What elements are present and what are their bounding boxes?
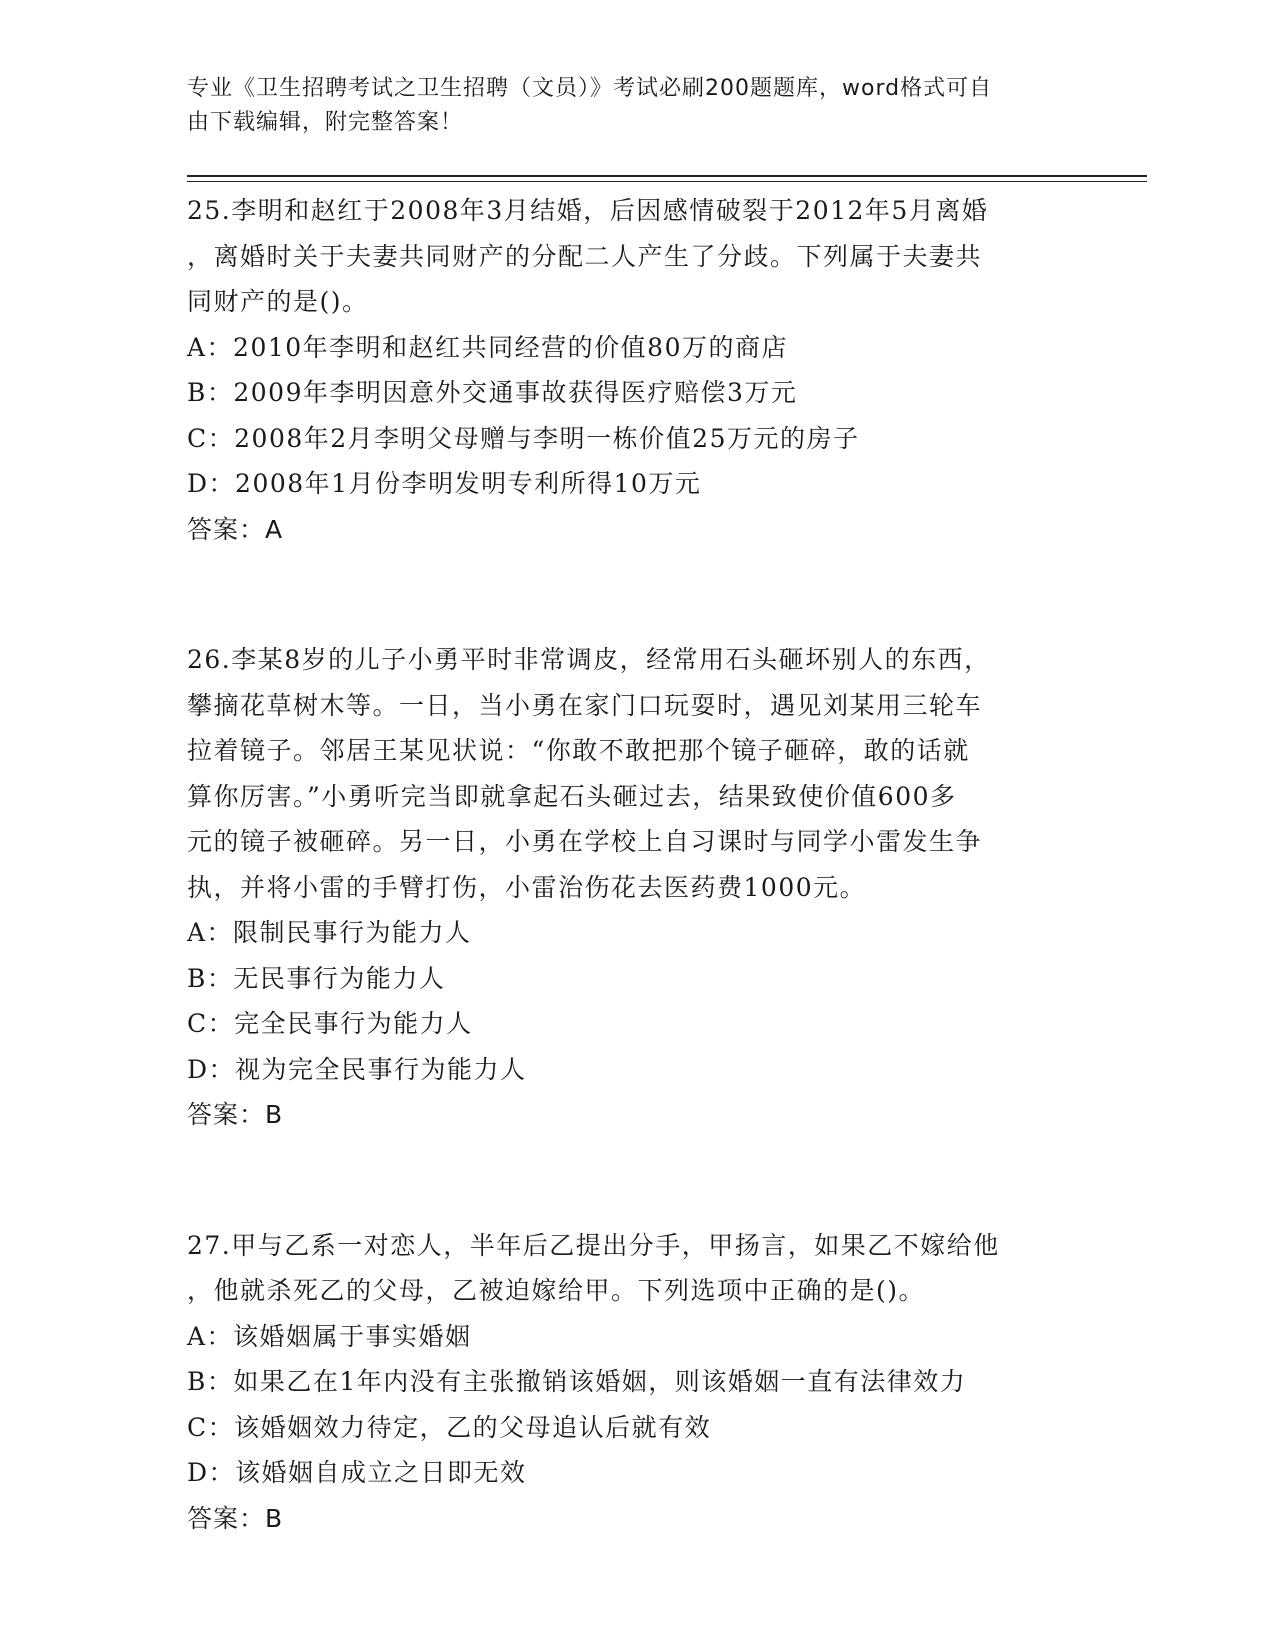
option-d: D：2008年1月份李明发明专利所得10万元 (187, 469, 702, 498)
option-b: B：2009年李明因意外交通事故获得医疗赔偿3万元 (187, 378, 798, 407)
answer-line: 答案：B (187, 1503, 284, 1533)
question-item (187, 188, 1087, 552)
question-spacer (187, 552, 1087, 637)
option-b: B：无民事行为能力人 (187, 963, 446, 993)
stem-line: 算你厉害。”小勇听完当即就拿起石头砸过去，结果致使价值600多 (187, 781, 957, 811)
question-item (187, 637, 1087, 1138)
header-divider-thin (187, 181, 1147, 182)
header-line-2: 由下载编辑，附完整答案！ (187, 110, 464, 135)
stem-line: 攀摘花草树木等。一日，当小勇在家门口玩耍时，遇见刘某用三轮车 (187, 690, 983, 720)
question-spacer (187, 1138, 1087, 1223)
stem-line: 26.李某8岁的儿子小勇平时非常调皮，经常用石头砸坏别人的东西， (187, 645, 991, 674)
document-header (187, 72, 1077, 140)
stem-line: 同财产的是()。 (187, 287, 369, 316)
option-a: A：2010年李明和赵红共同经营的价值80万的商店 (187, 332, 788, 362)
question-stem (187, 188, 1087, 325)
option-a: A：限制民事行为能力人 (187, 918, 472, 947)
header-divider-thick (187, 175, 1147, 177)
stem-line: 25.李明和赵红于2008年3月结婚，后因感情破裂于2012年5月离婚 (187, 196, 989, 225)
question-list (187, 188, 1087, 1541)
stem-line: 27.甲与乙系一对恋人，半年后乙提出分手，甲扬言，如果乙不嫁给他 (187, 1230, 1000, 1260)
stem-line: ，他就杀死乙的父母，乙被迫嫁给甲。下列选项中正确的是()。 (187, 1276, 926, 1305)
option-d: D：视为完全民事行为能力人 (187, 1054, 527, 1084)
question-item (187, 1223, 1087, 1542)
option-c: C：该婚姻效力待定，乙的父母追认后就有效 (187, 1412, 712, 1442)
option-c: C：2008年2月李明父母赠与李明一栋价值25万元的房子 (187, 423, 860, 453)
answer-line: 答案：A (187, 514, 284, 544)
option-d: D：该婚姻自成立之日即无效 (187, 1458, 527, 1487)
option-b: B：如果乙在1年内没有主张撤销该婚姻，则该婚姻一直有法律效力 (187, 1367, 967, 1396)
question-stem (187, 1223, 1087, 1314)
stem-line: 拉着镜子。邻居王某见状说：“你敢不敢把那个镜子砸碎，敢的话就 (187, 736, 970, 765)
question-stem (187, 637, 1087, 910)
answer-line: 答案：B (187, 1100, 284, 1129)
header-line-1: 专业《卫生招聘考试之卫生招聘（文员）》考试必刷200题题库，word格式可自 (187, 76, 993, 101)
stem-line: ，离婚时关于夫妻共同财产的分配二人产生了分歧。下列属于夫妻共 (187, 241, 983, 271)
option-a: A：该婚姻属于事实婚姻 (187, 1321, 472, 1351)
stem-line: 元的镜子被砸碎。另一日，小勇在学校上自习课时与同学小雷发生争 (187, 827, 983, 856)
stem-line: 执，并将小雷的手臂打伤，小雷治伤花去医药费1000元。 (187, 872, 867, 902)
option-c: C：完全民事行为能力人 (187, 1009, 473, 1038)
